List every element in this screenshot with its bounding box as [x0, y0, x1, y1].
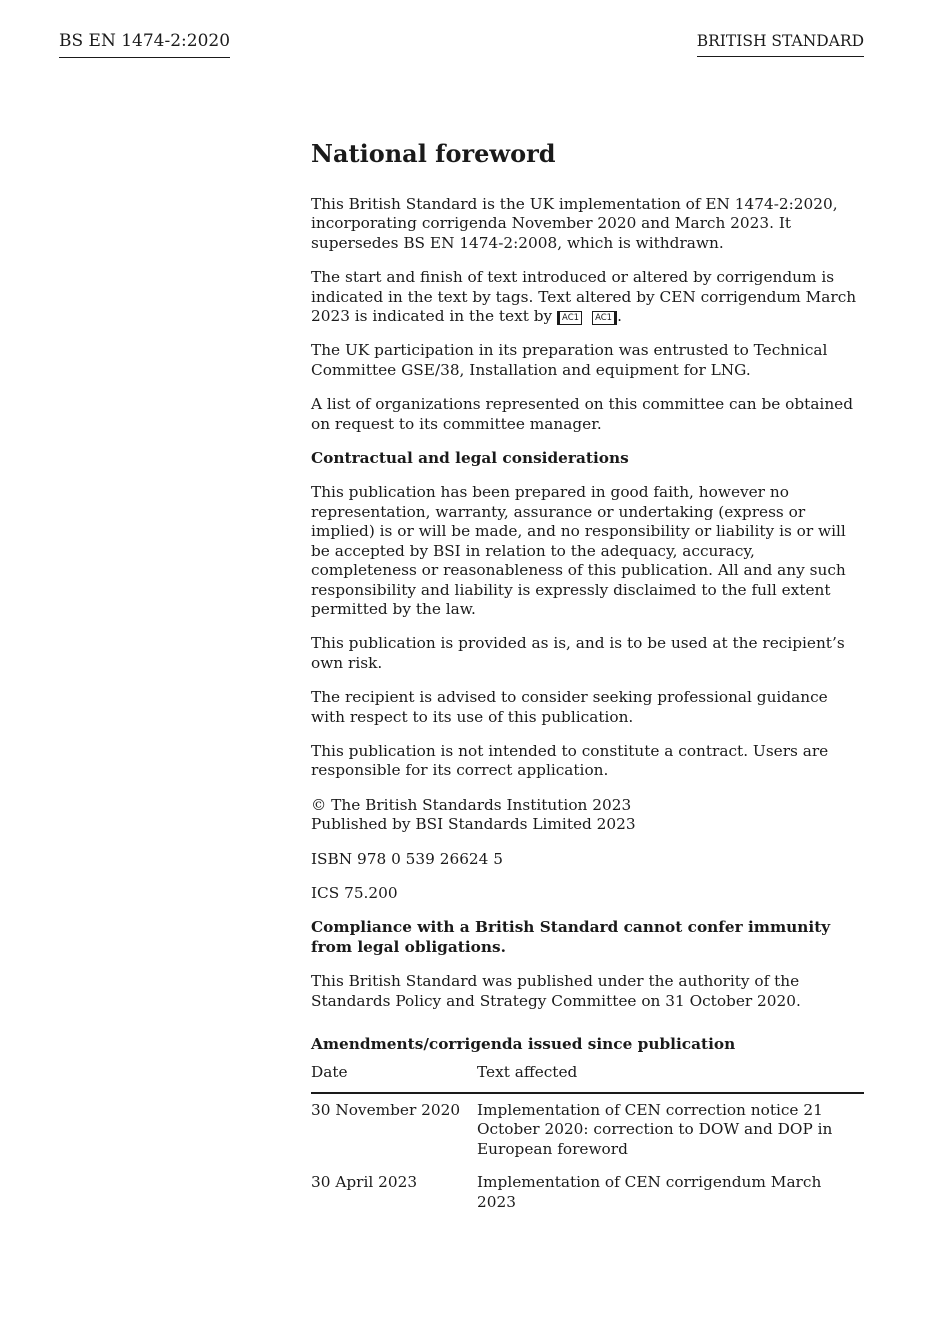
copyright-block: [311, 796, 864, 835]
amendments-title: Amendments/corrigenda issued since publication: [311, 1035, 736, 1053]
header-series-label: BRITISH STANDARD: [697, 32, 864, 57]
column-header-text-affected: Text affected: [477, 1063, 864, 1093]
copyright-line: © The British Standards Institution 2023: [311, 795, 632, 814]
ac1-open-tag-icon: AC1: [557, 311, 582, 325]
header-document-id: BS EN 1474-2:2020: [59, 31, 230, 58]
paragraph-guidance: The recipient is advised to consider seeking professional guidance with respect to its use of this publication.: [311, 688, 828, 726]
national-foreword-content: [311, 138, 864, 1219]
ics-line: ICS 75.200: [311, 883, 398, 902]
amendments-table: [311, 1063, 864, 1219]
paragraph-corrigendum-tags-end: .: [617, 307, 622, 326]
table-row: [311, 1166, 864, 1219]
paragraph-corrigendum-tags-text: The start and finish of text introduced or altered by corrigendum is indicated in the text by tags. Text altered by CEN corrigendum March 2023 is indicated in the text by: [311, 268, 857, 326]
paragraph-implementation: This British Standard is the UK implementation of EN 1474-2:2020, incorporating corrigenda November 2020 and March 2023. It supersedes BS EN 1474-2:2008, which is withdrawn.: [311, 195, 838, 252]
publisher-line: Published by BSI Standards Limited 2023: [311, 815, 636, 834]
paragraph-organizations: A list of organizations represented on this committee can be obtained on request to its committee manager.: [311, 395, 854, 433]
paragraph-own-risk: This publication is provided as is, and is to be used at the recipient’s own risk.: [311, 634, 845, 672]
paragraph-not-contract: This publication is not intended to constitute a contract. Users are responsible for its correct application.: [311, 741, 829, 780]
paragraph-committee: The UK participation in its preparation was entrusted to Technical Committee GSE/38, Installation and equipment for LNG.: [311, 341, 828, 379]
amendment-date: 30 November 2020: [311, 1101, 461, 1119]
page-title: National foreword: [311, 139, 556, 168]
compliance-statement: Compliance with a British Standard cannot confer immunity from legal obligations.: [311, 918, 831, 956]
paragraph-good-faith: This publication has been prepared in good faith, however no representation, warranty, assurance or undertaking (express or implied) is or will be made, and no responsibility or liability is or will be accepted by BSI in relation to the adequacy, accuracy, completeness or reasonableness of this publication. All and any such responsibility and liability is expressly disclaimed to the full extent permitted by the law.: [311, 483, 846, 618]
ac1-close-tag-icon: AC1: [592, 311, 617, 325]
amendment-text: Implementation of CEN corrigendum March 2023: [477, 1173, 822, 1211]
column-header-date: Date: [311, 1063, 477, 1093]
amendment-date: 30 April 2023: [311, 1173, 418, 1192]
paragraph-authority: This British Standard was published under the authority of the Standards Policy and Strategy Committee on 31 October 2020.: [311, 972, 801, 1010]
table-row: [311, 1093, 864, 1166]
amendment-text: Implementation of CEN correction notice 21 October 2020: correction to DOW and DOP in European foreword: [477, 1101, 833, 1158]
amendments-header-row: [311, 1063, 864, 1093]
contractual-heading: Contractual and legal considerations: [311, 449, 629, 468]
isbn-line: ISBN 978 0 539 26624 5: [311, 849, 503, 868]
paragraph-corrigendum-tags: [311, 268, 864, 326]
